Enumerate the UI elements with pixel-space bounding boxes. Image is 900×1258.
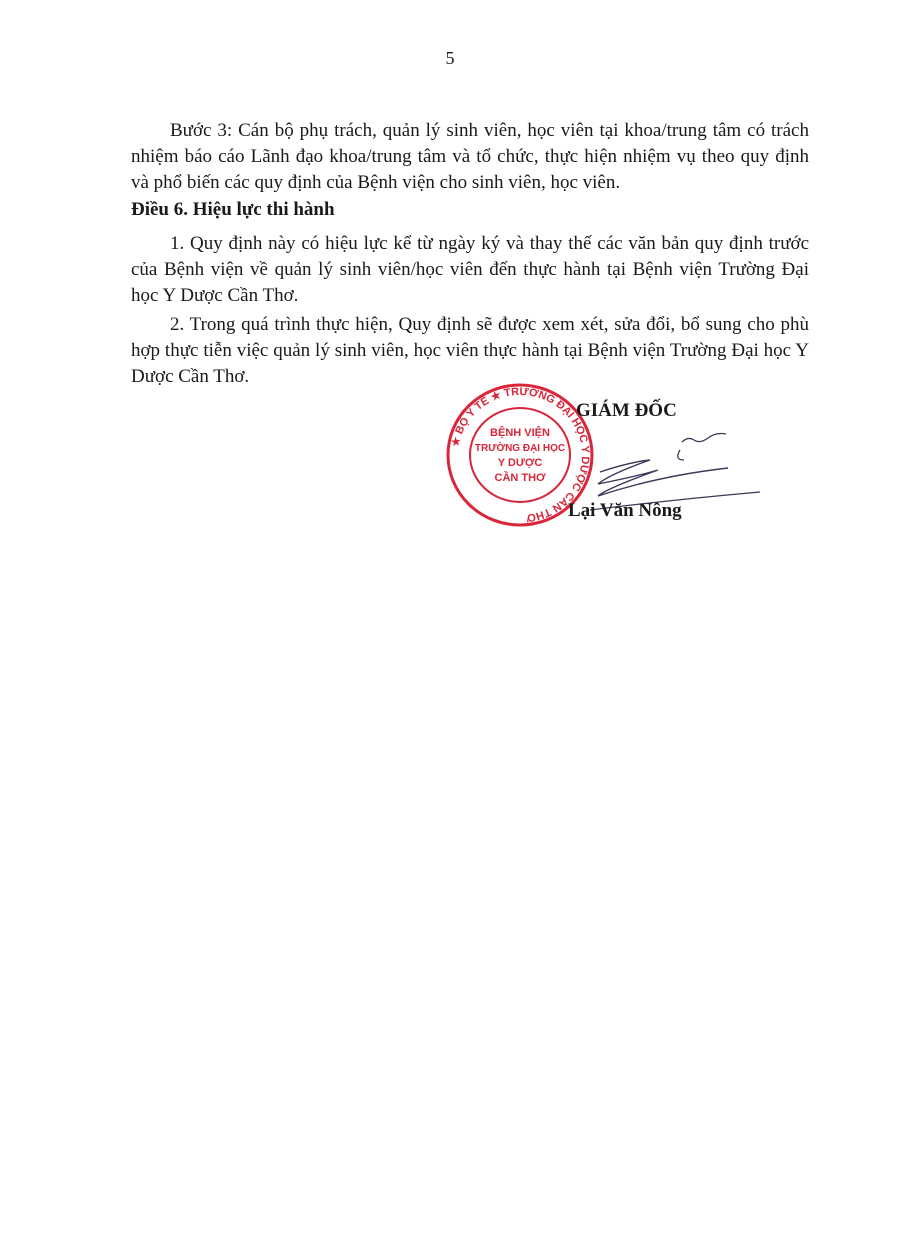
page-number: 5: [445, 48, 455, 68]
signatory-title: GIÁM ĐỐC: [576, 400, 677, 421]
svg-text:★ BỘ Y TẾ ★ TRƯỜNG ĐẠI HỌC Y D: ★ BỘ Y TẾ ★ TRƯỜNG ĐẠI HỌC Y DƯỢC CẦN THƠ: [449, 385, 592, 524]
step3-text: Bước 3: Cán bộ phụ trách, quản lý sinh viên, học viên tại khoa/trung tâm có trách nhiệm báo cáo Lãnh đạo khoa/trung tâm và tổ chức, thực hiện nhiệm vụ theo quy định và phổ biến các quy định của Bệnh viện cho sinh viên, học viên.: [131, 120, 809, 193]
svg-text:Y DƯỢC: Y DƯỢC: [497, 457, 543, 469]
item1-text: 1. Quy định này có hiệu lực kể từ ngày ký và thay thế các văn bản quy định trước của Bệnh viện về quản lý sinh viên/học viên đến thực hành tại Bệnh viện Trường Đại học Y Dược Cần Thơ.: [131, 233, 809, 306]
signatory-name: Lại Văn Nông: [568, 500, 682, 521]
article6-heading: Điều 6. Hiệu lực thi hành: [131, 199, 335, 220]
paragraph-item1: [131, 231, 809, 309]
item2-text: 2. Trong quá trình thực hiện, Quy định sẽ được xem xét, sửa đổi, bổ sung cho phù hợp thực tiễn việc quản lý sinh viên, học viên thực hành tại Bệnh viện Trường Đại học Y Dược Cần Thơ.: [131, 314, 809, 387]
svg-text:BỆNH VIỆN: BỆNH VIỆN: [490, 427, 550, 439]
paragraph-step3: [131, 118, 809, 196]
svg-text:TRƯỜNG ĐẠI HỌC: TRƯỜNG ĐẠI HỌC: [474, 443, 566, 454]
signature-block: [440, 380, 760, 540]
paragraph-item2: [131, 312, 809, 390]
svg-text:CẦN THƠ: CẦN THƠ: [494, 472, 546, 484]
